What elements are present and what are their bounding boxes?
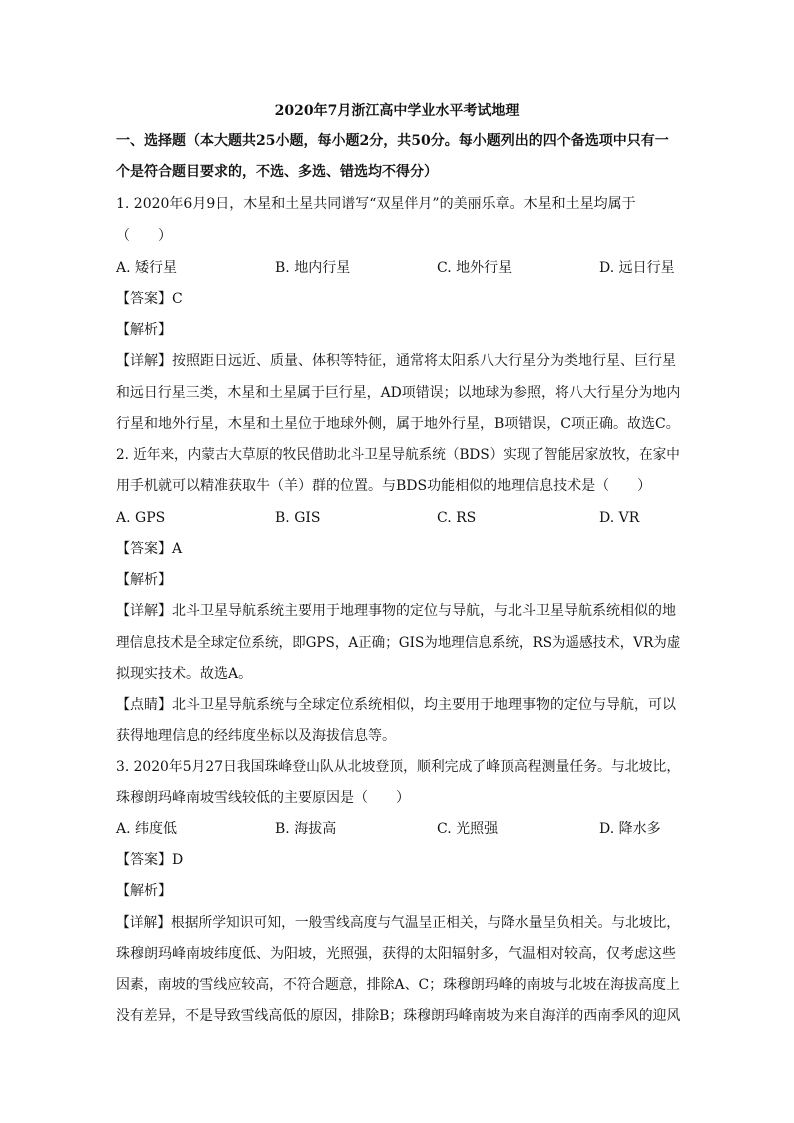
q3-option-c: C. 光照强	[437, 821, 499, 837]
q3-option-a: A. 纬度低	[116, 821, 178, 837]
q3-detail-line-4: 没有差异，不是导致雪线高低的原因，排除B；珠穆朗玛峰南坡为来自海洋的西南季风的迎风	[116, 1008, 681, 1024]
q2-option-b: B. GIS	[275, 510, 321, 526]
q3-stem-line-2: 珠穆朗玛峰南坡雪线较低的主要原因是（ ）	[116, 790, 410, 806]
q3-analysis-label: 【解析】	[116, 883, 172, 899]
q1-answer: 【答案】C	[116, 291, 183, 307]
q3-detail-line-3: 因素，南坡的雪线应较高，不符合题意，排除A、C；珠穆朗玛峰的南坡与北坡在海拔高度上	[116, 977, 680, 993]
q2-comment-line-2: 获得地理信息的经纬度坐标以及海拔信息等。	[116, 728, 396, 744]
q3-option-d: D. 降水多	[599, 821, 661, 837]
q1-option-a: A. 矮行星	[116, 260, 178, 276]
q1-stem-line-1: 1. 2020年6月9日，木星和土星共同谱写“双星伴月”的美丽乐章。木星和土星均属于	[116, 196, 636, 212]
q2-detail-line-1: 【详解】北斗卫星导航系统主要用于地理事物的定位与导航，与北斗卫星导航系统相似的地	[116, 603, 676, 619]
q2-detail-line-3: 拟现实技术。故选A。	[116, 666, 253, 682]
q1-stem-line-2: （ ）	[116, 228, 172, 244]
q1-analysis-label: 【解析】	[116, 322, 172, 338]
q3-answer: 【答案】D	[116, 852, 184, 868]
q3-stem-line-1: 3. 2020年5月27日我国珠峰登山队从北坡登顶，顺利完成了峰顶高程测量任务。与北坡比，	[116, 759, 681, 775]
q2-comment-line-1: 【点睛】北斗卫星导航系统与全球定位系统相似，均主要用于地理事物的定位与导航，可以	[116, 697, 676, 713]
q3-option-b: B. 海拔高	[275, 821, 337, 837]
q1-detail-line-2: 和远日行星三类，木星和土星属于巨行星，AD项错误；以地球为参照，将八大行星分为地内	[116, 385, 681, 401]
section-heading-line-2: 个是符合题目要求的，不选、多选、错选均不得分）	[116, 164, 438, 180]
q1-option-c: C. 地外行星	[437, 260, 513, 276]
q1-detail-line-3: 行星和地外行星，木星和土星位于地球外侧，属于地外行星，B项错误，C项正确。故选C。	[116, 416, 680, 432]
q2-detail-line-2: 理信息技术是全球定位系统，即GPS，A正确；GIS为地理信息系统，RS为遥感技术，VR为虚	[116, 635, 681, 651]
q2-stem-line-2: 用手机就可以精准获取牛（羊）群的位置。与BDS功能相似的地理信息技术是（ ）	[116, 478, 652, 494]
q1-option-d: D. 远日行星	[599, 260, 675, 276]
q2-option-c: C. RS	[437, 510, 477, 526]
q1-option-b: B. 地内行星	[275, 260, 351, 276]
q2-answer: 【答案】A	[116, 541, 183, 557]
section-heading-line-1: 一、选择题（本大题共25小题，每小题2分，共50分。每小题列出的四个备选项中只有一	[116, 133, 669, 149]
q2-stem-line-1: 2. 近年来，内蒙古大草原的牧民借助北斗卫星导航系统（BDS）实现了智能居家放牧，在家中	[116, 447, 680, 463]
q2-analysis-label: 【解析】	[116, 572, 172, 588]
q3-detail-line-1: 【详解】根据所学知识可知，一般雪线高度与气温呈正相关，与降水量呈负相关。与北坡比，	[116, 915, 681, 931]
page-title: 2020年7月浙江高中学业水平考试地理	[274, 103, 520, 119]
q2-option-a: A. GPS	[116, 510, 166, 526]
q2-option-d: D. VR	[599, 510, 640, 526]
q3-detail-line-2: 珠穆朗玛峰南坡纬度低、为阳坡，光照强，获得的太阳辐射多，气温相对较高，仅考虑这些	[116, 946, 676, 962]
q1-detail-line-1: 【详解】按照距日远近、质量、体积等特征，通常将太阳系八大行星分为类地行星、巨行星	[116, 353, 676, 369]
